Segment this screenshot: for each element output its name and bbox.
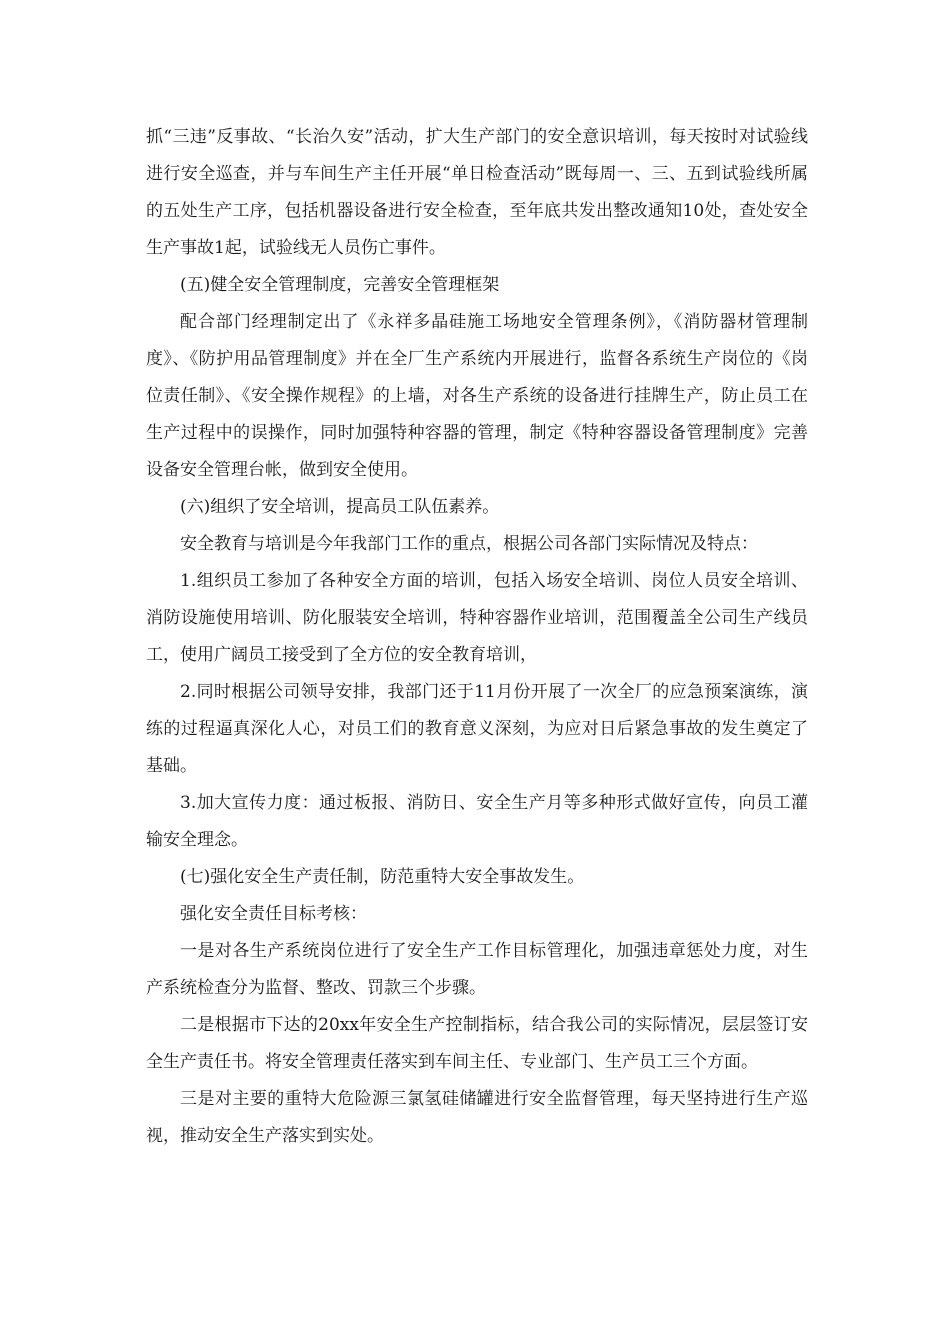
section-heading-7: (七)强化安全生产责任制，防范重特大安全事故发生。 [180, 867, 585, 887]
section-heading-6: (六)组织了安全培训，提高员工队伍素养。 [180, 497, 500, 517]
list-item-3: 3.加大宣传力度：通过板报、消防日、安全生产月等多种形式做好宣传，向员工灌输安全理念。 [146, 793, 808, 850]
paragraph-12: 二是根据市下达的20xx年安全生产控制指标，结合我公司的实际情况，层层签订安全生产责任书。将安全管理责任落实到车间主任、专业部门、生产员工三个方面。 [146, 1015, 808, 1072]
list-item-1: 1.组织员工参加了各种安全方面的培训，包括入场安全培训、岗位人员安全培训、消防设施使用培训、防化服装安全培训，特种容器作业培训，范围覆盖全公司生产线员工，使用广阔员工接受到了全方位的安全教育培训， [146, 571, 808, 665]
document-body [146, 119, 808, 1155]
paragraph-5: 安全教育与培训是今年我部门工作的重点，根据公司各部门实际情况及特点： [180, 534, 758, 554]
section-heading-5: (五)健全安全管理制度，完善安全管理框架 [180, 275, 500, 295]
paragraph-1: 抓“三违”反事故、“长治久安”活动，扩大生产部门的安全意识培训，每天按时对试验线进行安全巡查，并与车间生产主任开展“单日检查活动”既每周一、三、五到试验线所属的五处生产工序，包括机器设备进行安全检查，至年底共发出整改通知10处，查处安全生产事故1起，试验线无人员伤亡事件。 [146, 127, 808, 258]
paragraph-10: 强化安全责任目标考核： [180, 904, 367, 924]
list-item-2: 2.同时根据公司领导安排，我部门还于11月份开展了一次全厂的应急预案演练，演练的过程逼真深化人心，对员工们的教育意义深刻，为应对日后紧急事故的发生奠定了基础。 [146, 682, 808, 776]
paragraph-3: 配合部门经理制定出了《永祥多晶硅施工场地安全管理条例》，《消防器材管理制度》、《防护用品管理制度》并在全厂生产系统内开展进行，监督各系统生产岗位的《岗位责任制》、《安全操作规程》的上墙，对各生产系统的设备进行挂牌生产，防止员工在生产过程中的误操作，同时加强特种容器的管理，制定《特种容器设备管理制度》完善设备安全管理台帐，做到安全使用。 [146, 312, 808, 480]
paragraph-11: 一是对各生产系统岗位进行了安全生产工作目标管理化，加强违章惩处力度，对生产系统检查分为监督、整改、罚款三个步骤。 [146, 941, 808, 998]
paragraph-13: 三是对主要的重特大危险源三氯氢硅储罐进行安全监督管理，每天坚持进行生产巡视，推动安全生产落实到实处。 [146, 1089, 808, 1146]
